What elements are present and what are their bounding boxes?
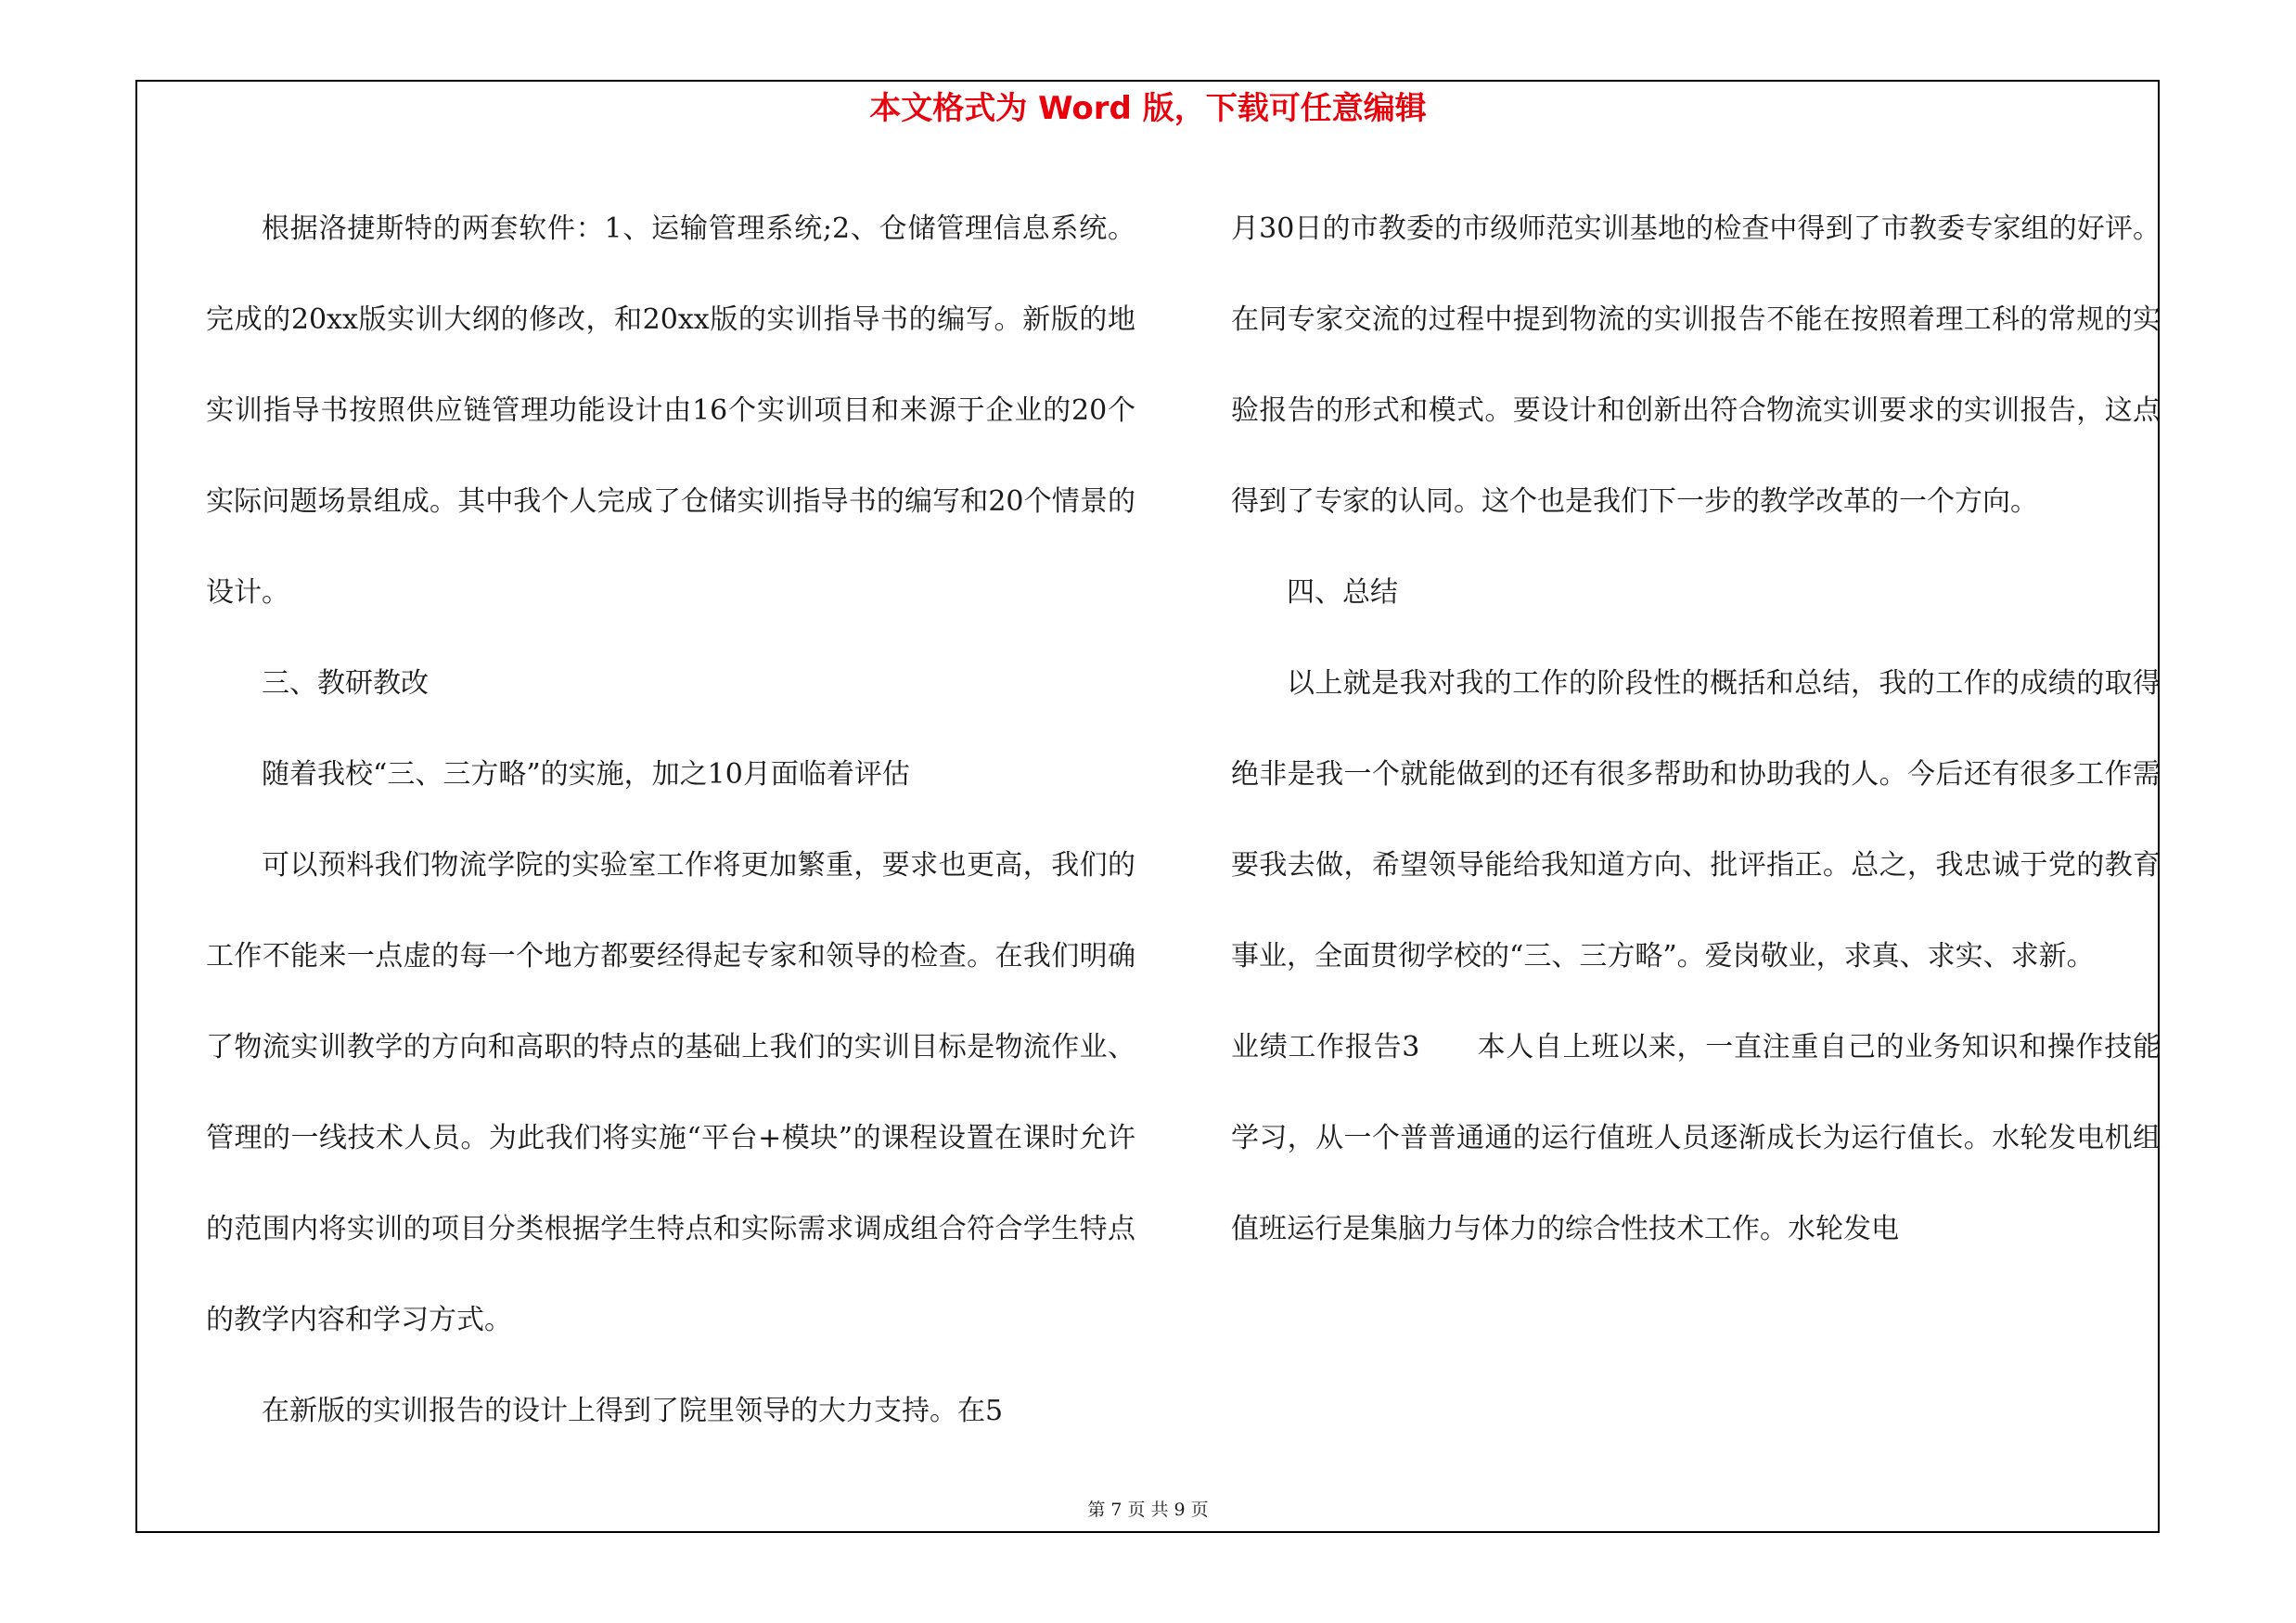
paragraph-report-design-continued: 月30日的市教委的市级师范实训基地的检查中得到了市教委专家组的好评。在同专家交流的过程中提到物流的实训报告不能在按照着理工科的常规的实验报告的形式和模式。要设计和创新出符合物流实训要求的实训报告，这点得到了专家的认同。这个也是我们下一步的教学改革的一个方向。 [1231,213,2161,518]
paragraph-performance-report-3: 业绩工作报告3 本人自上班以来，一直注重自己的业务知识和操作技能学习，从一个普普通通的运行值班人员逐渐成长为运行值长。水轮发电机组值班运行是集脑力与体力的综合性技术工作。水轮发电 [1231,1031,2161,1245]
left-column [206,184,1135,1457]
paragraph-summary: 以上就是我对我的工作的阶段性的概括和总结，我的工作的成绩的取得绝非是我一个就能做到的还有很多帮助和协助我的人。今后还有很多工作需要我去做，希望领导能给我知道方向、批评指正。总之，我忠诚于党的教育事业，全面贯彻学校的“三、三方略”。爱岗敬业，求真、求实、求新。 [1231,667,2161,973]
right-column [1231,184,2161,1275]
paragraph-lab-work: 可以预料我们物流学院的实验室工作将更加繁重，要求也更高，我们的工作不能来一点虚的每一个地方都要经得起专家和领导的检查。在我们明确了物流实训教学的方向和高职的特点的基础上我们的实训目标是物流作业、管理的一线技术人员。为此我们将实施“平台+模块”的课程设置在课时允许的范围内将实训的项目分类根据学生特点和实际需求调成组合符合学生特点的教学内容和学习方式。 [206,849,1135,1336]
paragraph-report-design: 在新版的实训报告的设计上得到了院里领导的大力支持。在5 [262,1395,1004,1427]
download-banner: 本文格式为 Word 版，下载可任意编辑 [869,90,1427,127]
paragraph-software: 根据洛捷斯特的两套软件：1、运输管理系统;2、仓储管理信息系统。完成的20xx版实训大纲的修改，和20xx版的实训指导书的编写。新版的地实训指导书按照供应链管理功能设计由16个实训项目和来源于企业的20个实际问题场景组成。其中我个人完成了仓储实训指导书的编写和20个情景的设计。 [206,213,1135,609]
section-heading-teaching-research: 三、教研教改 [262,667,429,700]
paragraph-strategy: 随着我校“三、三方略”的实施，加之10月面临着评估 [262,758,910,791]
page-number: 第 7 页 共 9 页 [1087,1500,1209,1520]
section-heading-summary: 四、总结 [1287,576,1398,609]
